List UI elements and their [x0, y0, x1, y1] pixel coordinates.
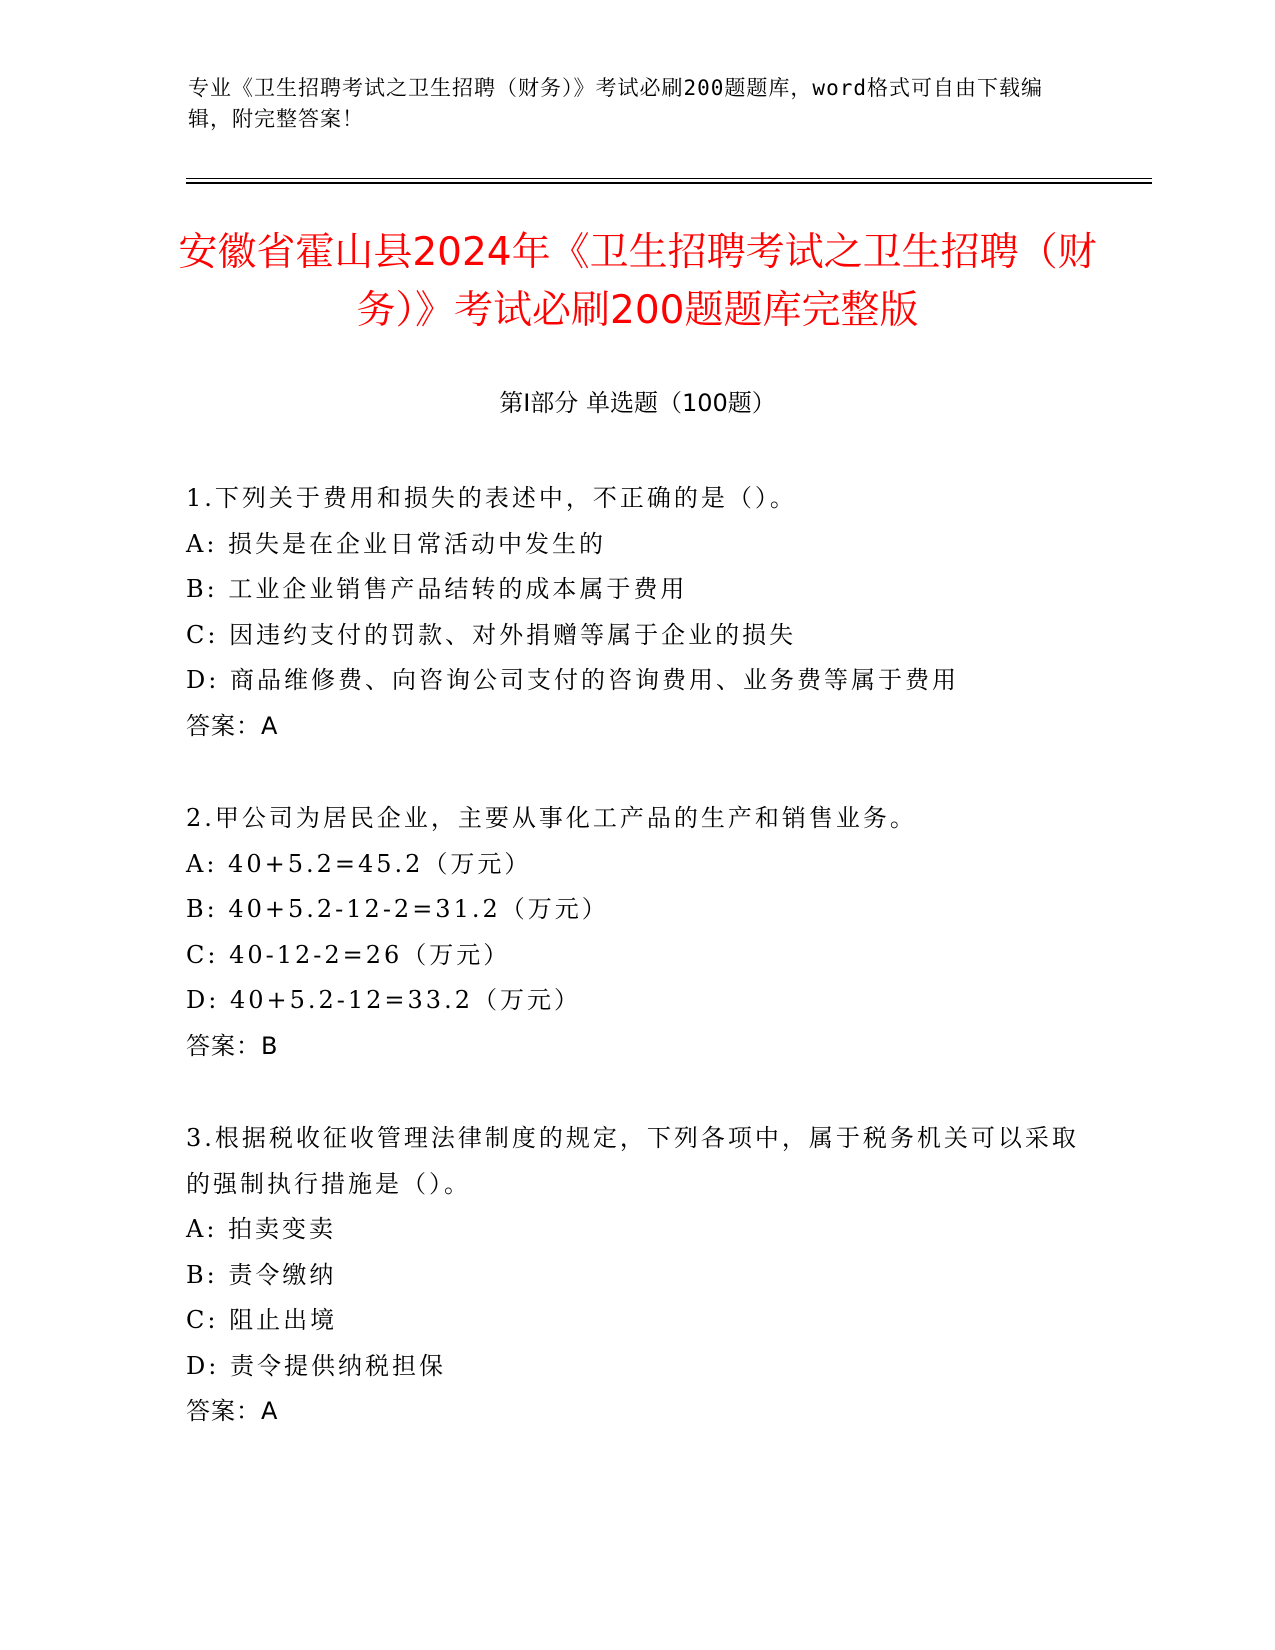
question-1 — [186, 476, 1086, 749]
question-stem: 3.根据税收征收管理法律制度的规定，下列各项中，属于税务机关可以采取的强制执行措施是（）。 — [186, 1124, 1079, 1198]
header-rule-thick — [186, 182, 1152, 184]
option-d: D: 40+5.2-12=33.2（万元） — [186, 986, 581, 1014]
option-a: A: 拍卖变卖 — [186, 1215, 337, 1243]
question-3 — [186, 1116, 1086, 1435]
question-2 — [186, 796, 1086, 1069]
header-note: 专业《卫生招聘考试之卫生招聘（财务）》考试必刷200题题库，word格式可自由下载编辑，附完整答案！ — [188, 76, 1043, 131]
option-a: A: 损失是在企业日常活动中发生的 — [186, 529, 607, 558]
answer-text: 答案：A — [186, 1397, 279, 1425]
section-title: 第Ⅰ部分 单选题（100题） — [499, 389, 776, 417]
option-d: D: 商品维修费、向咨询公司支付的咨询费用、业务费等属于费用 — [186, 666, 959, 694]
answer-text: 答案：B — [186, 1031, 279, 1060]
answer-text: 答案：A — [186, 711, 279, 740]
option-b: B: 40+5.2-12-2=31.2（万元） — [186, 895, 609, 923]
header-rule-thin — [186, 178, 1152, 179]
option-c: C: 阻止出境 — [186, 1306, 338, 1334]
question-stem: 1.下列关于费用和损失的表述中，不正确的是（）。 — [186, 484, 797, 512]
question-list — [186, 476, 1086, 1482]
question-stem: 2.甲公司为居民企业，主要从事化工产品的生产和销售业务。 — [186, 804, 917, 832]
option-c: C: 40-12-2=26（万元） — [186, 940, 511, 969]
option-b: B: 工业企业销售产品结转的成本属于费用 — [186, 575, 688, 603]
option-d: D: 责令提供纳税担保 — [186, 1351, 446, 1380]
option-b: B: 责令缴纳 — [186, 1260, 337, 1289]
document-title: 安徽省霍山县2024年《卫生招聘考试之卫生招聘（财务）》考试必刷200题题库完整版 — [178, 230, 1097, 333]
option-a: A: 40+5.2=45.2（万元） — [186, 849, 532, 878]
option-c: C: 因违约支付的罚款、对外捐赠等属于企业的损失 — [186, 620, 797, 649]
